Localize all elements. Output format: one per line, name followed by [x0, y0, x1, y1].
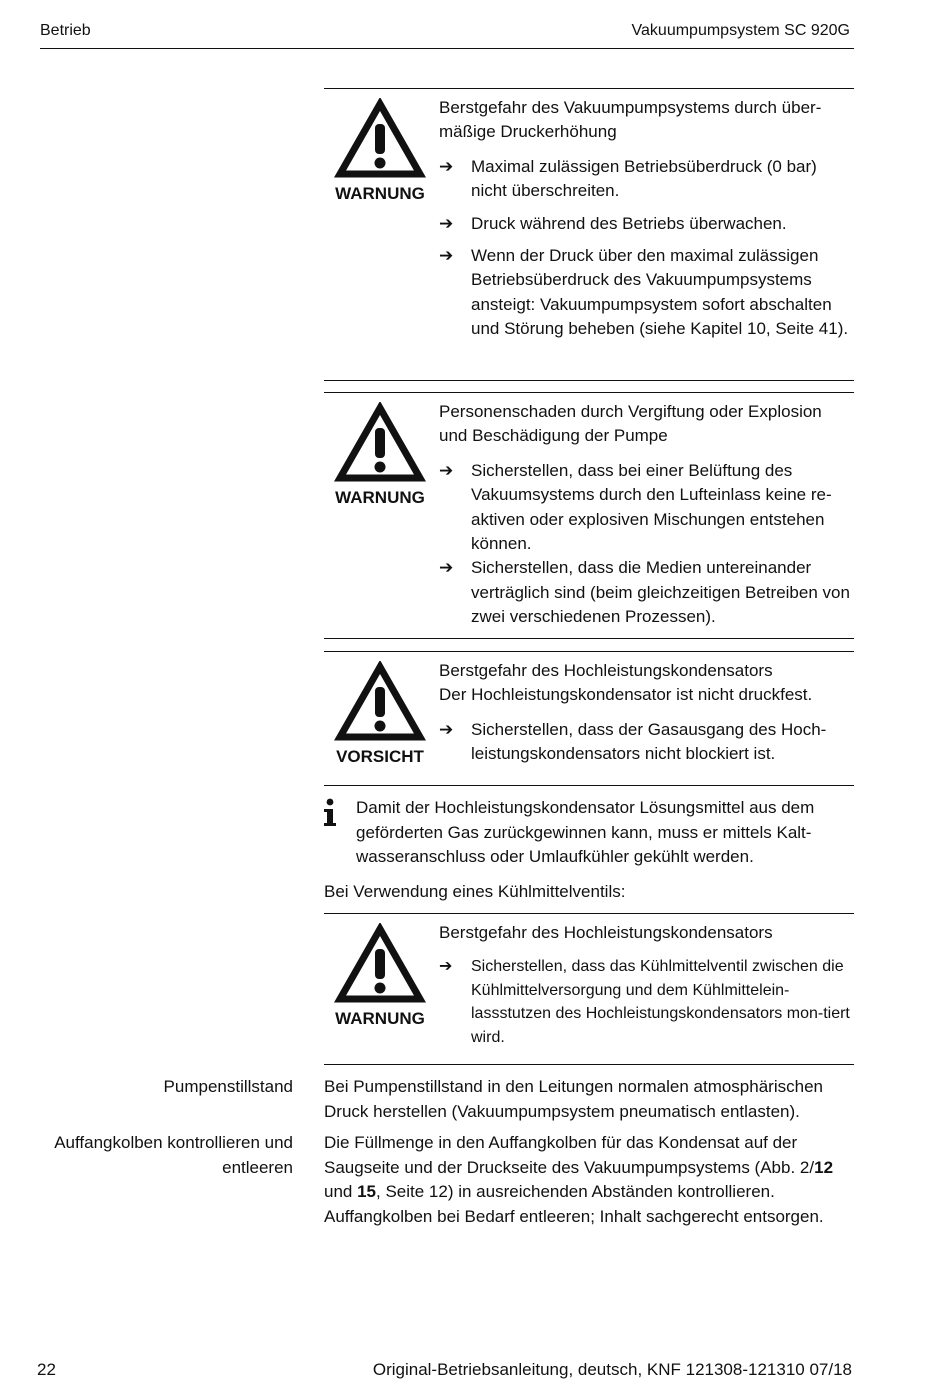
- warning-triangle-icon: [334, 661, 426, 741]
- section-label: [30, 1131, 293, 1180]
- page-number: 22: [37, 1360, 56, 1379]
- warning-4: [324, 915, 854, 1065]
- section-label-line: Auffangkolben kontrollieren und: [54, 1133, 293, 1152]
- arrow-icon: ➔: [439, 156, 454, 176]
- warning-3-bottom-rule: [324, 785, 854, 786]
- text-part: Die Füllmenge in den Auffangkolben für das Kondensat auf der Saugseite und der Druckseite des Vakuumpumpsystems (Abb. 2/: [324, 1133, 815, 1177]
- warning-title-line: Berstgefahr des Vakuumpumpsystems durch über-: [439, 98, 822, 117]
- footer-doc: Original-Betriebsanleitung, deutsch, KNF 121308-121310 07/18: [372, 1360, 852, 1379]
- section-label: Pumpenstillstand: [163, 1077, 293, 1096]
- bullet-item: [439, 955, 854, 1049]
- info-text: Damit der Hochleistungskondensator Lösungsmittel aus dem geförderten Gas zurückgewinnen kann, muss er mittels Kalt-wasseranschluss oder Umlaufkühler gekühlt werden.: [356, 798, 815, 867]
- arrow-icon: ➔: [439, 246, 454, 266]
- header-left: Betrieb: [40, 22, 91, 39]
- warning-title-line: Berstgefahr des Hochleistungskondensators: [439, 923, 773, 942]
- warning-3-top-rule: [324, 651, 854, 652]
- signal-word: WARNUNG: [335, 184, 425, 203]
- warning-triangle-icon: [334, 98, 426, 178]
- warning-1-bottom-rule: [324, 380, 854, 381]
- bullet-item: [439, 556, 854, 629]
- section-label-line: entleeren: [222, 1157, 293, 1177]
- arrow-icon: ➔: [439, 958, 453, 976]
- bullet-text: Maximal zulässigen Betriebsüberdruck (0 bar) nicht überschreiten.: [471, 156, 817, 201]
- bullet-text: Druck während des Betriebs überwachen.: [471, 213, 787, 233]
- section-text: [324, 1131, 854, 1229]
- section-text: Bei Pumpenstillstand in den Leitungen normalen atmosphärischen Druck herstellen (Vakuumpumpsystem pneumatisch entlasten).: [324, 1077, 823, 1121]
- warning-triangle-icon: [334, 923, 426, 1003]
- text-part: und: [324, 1182, 358, 1202]
- warning-title-line: Berstgefahr des Hochleistungskondensators: [439, 661, 773, 680]
- bullet-item: [439, 718, 854, 767]
- warning-triangle-icon: [334, 402, 426, 482]
- arrow-icon: ➔: [439, 719, 454, 739]
- warning-3: [324, 653, 854, 785]
- bullet-text: Sicherstellen, dass die Medien untereinander verträglich sind (beim gleichzeitigen Betreiben von zwei verschiedenen Prozessen).: [471, 558, 850, 627]
- bullet-text: Wenn der Druck über den maximal zulässigen Betriebsüberdruck des Vakuumpumpsystems ansteigt: Vakuumpumpsystem sofort abschalten und Störung beheben (siehe Kapitel 10, Seite 41).: [471, 246, 849, 339]
- warning-4-top-rule: [324, 913, 854, 914]
- warning-title-line: mäßige Druckerhöhung: [439, 122, 617, 142]
- bullet-text: Sicherstellen, dass bei einer Belüftung des Vakuumsystems durch den Lufteinlass keine re-aktiven oder explosiven Mischungen entstehen können.: [471, 460, 832, 554]
- warning-2-bottom-rule: [324, 638, 854, 639]
- text-part: , Seite 12) in ausreichenden Abständen kontrollieren. Auffangkolben bei Bedarf entleeren; Inhalt sachgerecht entsorgen.: [324, 1182, 824, 1226]
- arrow-icon: ➔: [439, 558, 454, 578]
- figure-ref: 12: [814, 1157, 834, 1177]
- warning-title-line: Personenschaden durch Vergiftung oder Explosion: [439, 402, 822, 421]
- warning-title-line: und Beschädigung der Pumpe: [439, 426, 668, 446]
- bullet-item: [439, 155, 854, 204]
- signal-word: VORSICHT: [336, 747, 424, 766]
- warning-2-top-rule: [324, 392, 854, 393]
- bullet-text: Sicherstellen, dass der Gasausgang des Hoch-leistungskondensators nicht blockiert ist.: [471, 719, 827, 764]
- warning-1: [324, 90, 854, 380]
- warning-title-line: Der Hochleistungskondensator ist nicht druckfest.: [439, 685, 813, 705]
- arrow-icon: ➔: [439, 460, 454, 480]
- signal-word: WARNUNG: [335, 488, 425, 507]
- arrow-icon: ➔: [439, 213, 454, 233]
- warning-4-bottom-rule: [324, 1064, 854, 1065]
- bullet-item: [439, 459, 854, 557]
- bullet-text: Sicherstellen, dass das Kühlmittelventil zwischen die Kühlmittelversorgung und dem Kühlmittelein-lassstutzen des Hochleistungskondensators mon-tiert wird.: [471, 958, 850, 1046]
- warning-1-top-rule: [324, 88, 854, 89]
- header-right: Vakuumpumpsystem SC 920G: [631, 22, 850, 39]
- figure-ref: 15: [357, 1182, 377, 1202]
- signal-word: WARNUNG: [335, 1009, 425, 1028]
- info-icon: [321, 798, 339, 828]
- coolant-intro: Bei Verwendung eines Kühlmittelventils:: [324, 882, 626, 901]
- bullet-item: [439, 212, 854, 236]
- warning-2: [324, 394, 854, 638]
- bullet-item: [439, 244, 854, 342]
- header-rule: [40, 48, 854, 49]
